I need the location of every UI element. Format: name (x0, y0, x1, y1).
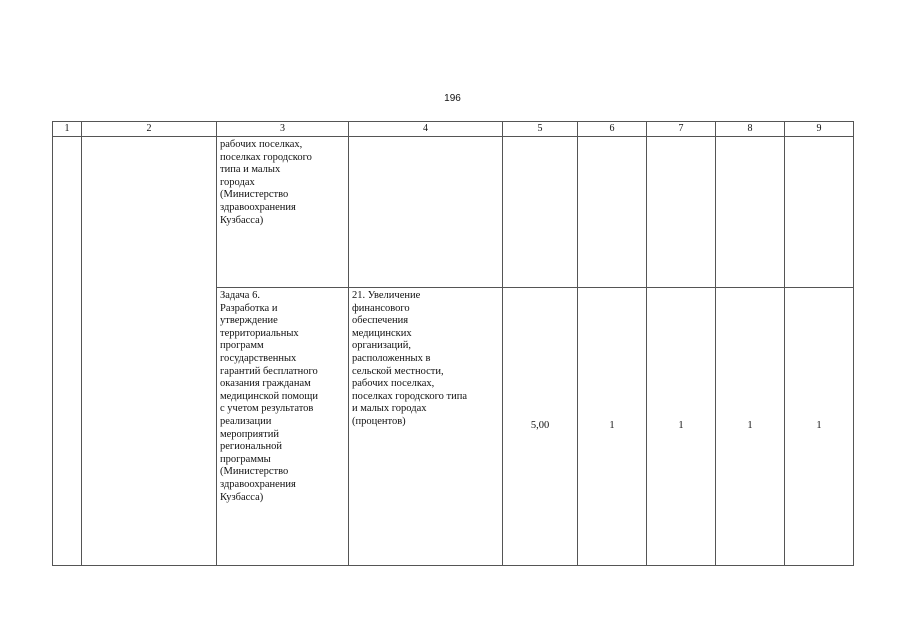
column-header-4: 4 (349, 122, 503, 137)
task-6-text: Задача 6. Разработка и утверждение территориальных программ государственных гарантий бесплатного оказания гражданам медицинской помощи с учетом результатов реализации мероприятий региональной программы (Министерство здравоохранения Кузбасса) (220, 290, 318, 503)
cell-col2 (82, 137, 217, 566)
column-header-7: 7 (647, 122, 716, 137)
cell-value-col8: 1 (716, 288, 785, 566)
column-header-5: 5 (503, 122, 578, 137)
cell-task-continuation (217, 137, 349, 288)
column-header-2: 2 (82, 122, 217, 137)
cell-value-col5: 5,00 (503, 288, 578, 566)
cell-value-col9: 1 (785, 288, 854, 566)
cell-value-col8 (716, 137, 785, 288)
column-header-1: 1 (53, 122, 82, 137)
page-number: 196 (444, 93, 461, 104)
cell-value-col7 (647, 137, 716, 288)
cell-col1 (53, 137, 82, 566)
column-header-9: 9 (785, 122, 854, 137)
cell-value-col9 (785, 137, 854, 288)
column-header-3: 3 (217, 122, 349, 137)
cell-indicator-21 (349, 288, 503, 566)
cell-task-6 (217, 288, 349, 566)
cell-value-col6 (578, 137, 647, 288)
indicator-21-text: 21. Увеличение финансового обеспечения медицинских организаций, расположенных в сельской местности, рабочих поселках, поселках городского типа и малых городах (процентов) (352, 290, 468, 427)
task-continuation-text: рабочих поселках, поселках городского типа и малых городах (Министерство здравоохранения Кузбасса) (220, 139, 312, 226)
cell-indicator-empty (349, 137, 503, 288)
indicator-table (52, 121, 854, 566)
cell-value-col6: 1 (578, 288, 647, 566)
cell-value-col7: 1 (647, 288, 716, 566)
column-header-6: 6 (578, 122, 647, 137)
cell-value-col5 (503, 137, 578, 288)
column-header-8: 8 (716, 122, 785, 137)
table-row (53, 137, 854, 288)
header-row (53, 122, 854, 137)
